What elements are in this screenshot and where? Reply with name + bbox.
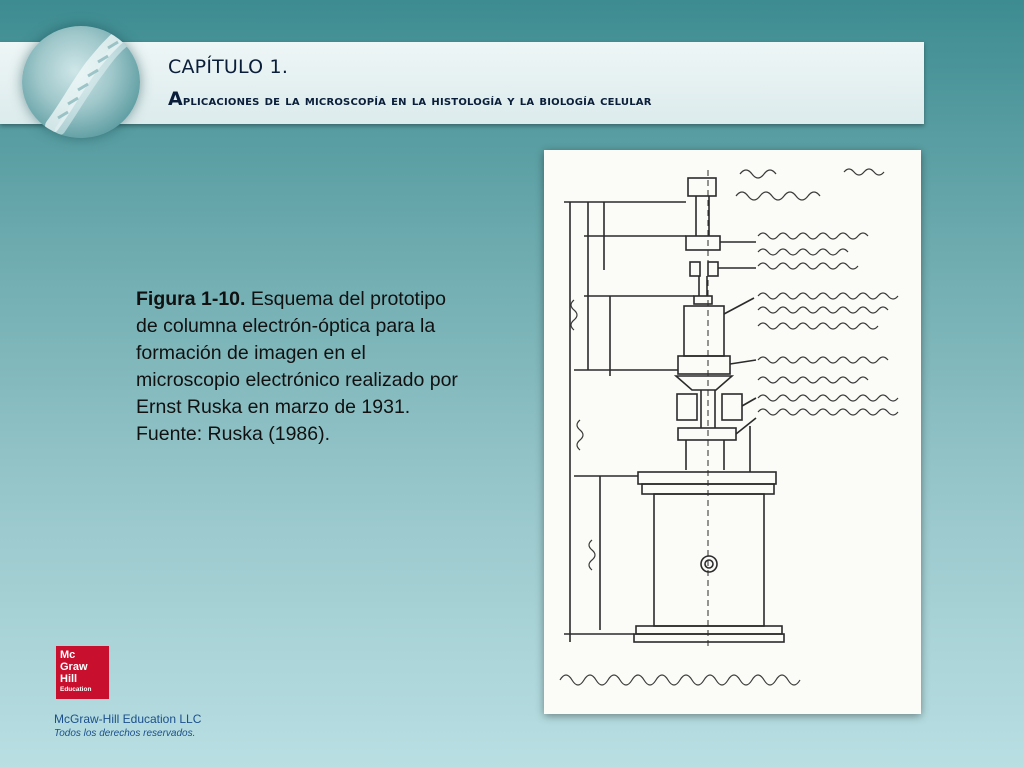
subtitle-rest: plicaciones de la microscopía en la histología y la biología celular [182,93,652,109]
copyright-notice [54,712,201,739]
logo-line-2: Graw [60,661,88,673]
subtitle-initial: A [168,88,183,110]
caption-text: Esquema del prototipo de columna electrón-óptica para la formación de imagen en el microscopio electrónico realizado por Ernst Ruska en marzo de 1931. Fuente: Ruska (1986). [136,288,458,445]
figure-caption [136,286,466,448]
company-name: McGraw-Hill Education LLC [54,712,202,726]
logo-line-4: Education [60,686,92,693]
rights-text: Todos los derechos reservados. [54,728,196,739]
logo-line-3: Hill [60,673,78,685]
chromosome-orb-icon [22,26,140,138]
electron-column-sketch-icon [544,150,921,714]
chapter-subtitle [168,88,652,110]
chapter-title: CAPÍTULO 1. [168,56,289,78]
caption-label: Figura 1-10. [136,288,246,310]
logo-line-1: Mc [60,649,76,661]
mcgraw-hill-logo [56,646,109,699]
figure-image [544,150,921,714]
